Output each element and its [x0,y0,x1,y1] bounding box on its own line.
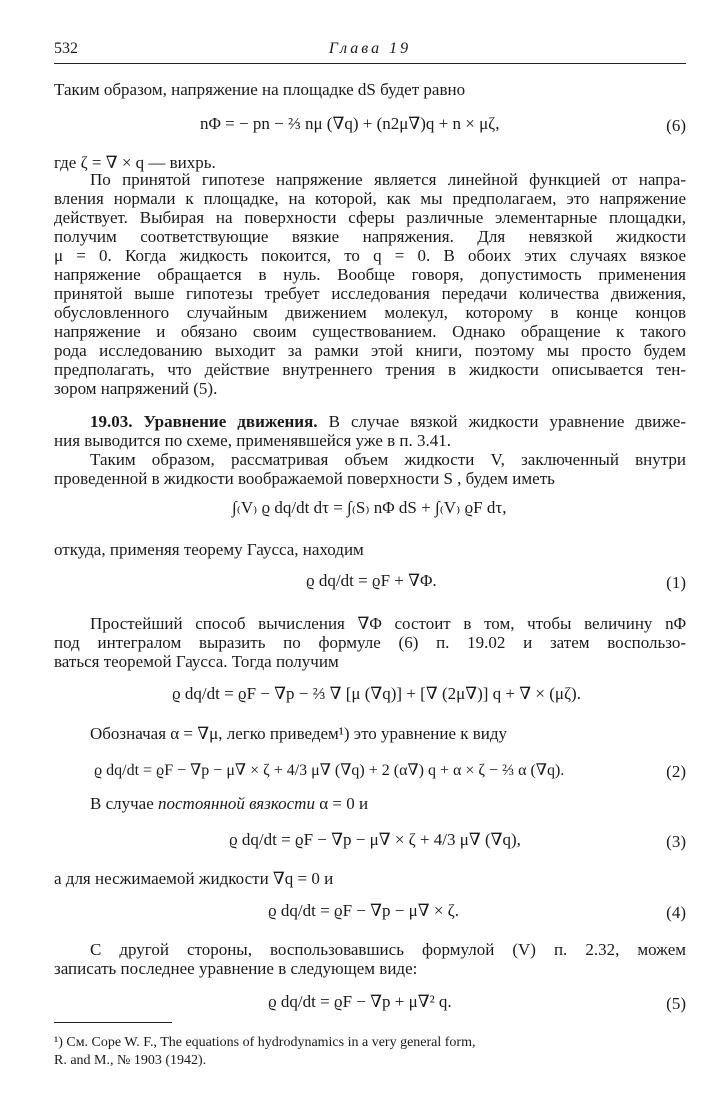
equation-3 [54,822,686,862]
footnote-rule [54,1022,172,1023]
equation-body: ϱ dq/dt = ϱF − ∇p + μ∇² q. [268,992,452,1011]
paragraph-line: действует. Выбирая на поверхности сферы различные элементарные площадки, [54,208,686,227]
paragraph-line: принятой выше гипотезы требует исследования передачи количества движения, [54,284,686,303]
equation-gauss [54,676,686,716]
paragraph-line [54,794,686,814]
page-header [54,40,686,60]
paragraph-line: μ = 0. Когда жидкость покоится, то q = 0. В обоих этих случаях вязкое [54,246,686,265]
paragraph-line: ваться теоремой Гаусса. Тогда получим [54,652,339,671]
paragraph-line: проведенной в жидкости воображаемой поверхности S , будем иметь [54,469,555,488]
footnote-line: ¹) См. Cope W. F., The equations of hydrodynamics in a very general form, [54,1035,476,1050]
page-number: 532 [54,40,78,57]
equation-number: (5) [666,994,686,1013]
paragraph-line: зором напряжений (5). [54,379,218,398]
equation-4 [54,893,686,933]
paragraph-line: рода исследованию выходит за рамки этой книги, поэтому мы просто будем [54,341,686,360]
equation-5 [54,984,686,1024]
paragraph-line: Таким образом, рассматривая объем жидкости V, заключенный внутри [90,450,686,469]
paragraph-line: напряжение обращается в нуль. Вообще говоря, допустимость применения [54,265,686,284]
paragraph-line: записать последнее уравнение в следующем виде: [54,959,418,978]
equation-body: ϱ dq/dt = ϱF − ∇p − ⅔ ∇ [μ (∇q)] + [∇ (2μ∇)] q + ∇ × (μζ). [172,684,581,703]
paragraph-line: вления нормали к площадке, на которой, как мы предполагаем, это напряжение [54,189,686,208]
paragraph-line: ния выводится по схеме, применявшейся уже в п. 3.41. [54,431,451,450]
equation-body: ϱ dq/dt = ϱF − ∇p − μ∇ × ζ + 4/3 μ∇ (∇q) + 2 (α∇) q + α × ζ − ⅔ α (∇q). [94,762,565,779]
text-run: α = 0 и [314,794,369,813]
section-title: 19.03. Уравнение движения. [90,412,318,431]
equation-body: ϱ dq/dt = ϱF − ∇p − μ∇ × ζ + 4/3 μ∇ (∇q), [229,830,521,849]
equation-6 [54,106,686,146]
equation-number: (2) [666,762,686,781]
equation-body: ∫₍V₎ ϱ dq/dt dτ = ∫₍S₎ nΦ dS + ∫₍V₎ ϱF dτ, [232,498,507,517]
equation-number: (6) [666,116,686,135]
paragraph-line: а для несжимаемой жидкости ∇q = 0 и [54,869,334,888]
equation-number: (1) [666,573,686,592]
paragraph-line: Простейший способ вычисления ∇Φ состоит в том, чтобы величину nΦ [90,614,686,633]
paragraph-line: предполагать, что действие внутреннего трения в жидкости описывается тен- [54,360,686,379]
running-head: Глава 19 [328,40,412,57]
paragraph-line: По принятой гипотезе напряжение является линейной функцией от напра- [90,170,686,189]
paragraph-line: обусловленного случайным движением молекул, которому в конце концов [54,303,686,322]
text-run: В случае [90,794,159,813]
paragraph-line: Обозначая α = ∇μ, легко приведем¹) это уравнение к виду [90,724,508,743]
equation-integral [54,490,686,530]
book-page [54,0,686,1105]
equation-number: (3) [666,832,686,851]
equation-body: nΦ = − pn − ⅔ nμ (∇q) + (n2μ∇)q + n × μζ, [200,114,500,133]
text-line: где ζ = ∇ × q — вихрь. [54,153,216,172]
footnote-line: R. and M., № 1903 (1942). [54,1053,207,1068]
paragraph-line: С другой стороны, воспользовавшись формулой (V) п. 2.32, можем [90,940,686,959]
equation-body: ϱ dq/dt = ϱF + ∇Φ. [306,571,437,590]
header-rule [54,63,686,64]
text-line: Таким образом, напряжение на площадке dS будет равно [54,80,466,99]
paragraph-line: получим соответствующие вязкие напряжения. Для невязкой жидкости [54,227,686,246]
text-line: откуда, применяя теорему Гаусса, находим [54,540,364,559]
emphasis-text: постоянной вязкости [158,794,315,813]
section-text: В случае вязкой жидкости уравнение движе- [317,412,686,431]
section-heading-line [54,412,686,432]
equation-body: ϱ dq/dt = ϱF − ∇p − μ∇ × ζ. [268,901,459,920]
paragraph-line: напряжение и обязано своим существованием. Однако обращение к такого [54,322,686,341]
equation-2 [54,752,686,792]
equation-number: (4) [666,903,686,922]
paragraph-line: под интегралом выразить по формуле (6) п. 19.02 и затем воспользо- [54,633,686,652]
equation-1 [54,563,686,603]
